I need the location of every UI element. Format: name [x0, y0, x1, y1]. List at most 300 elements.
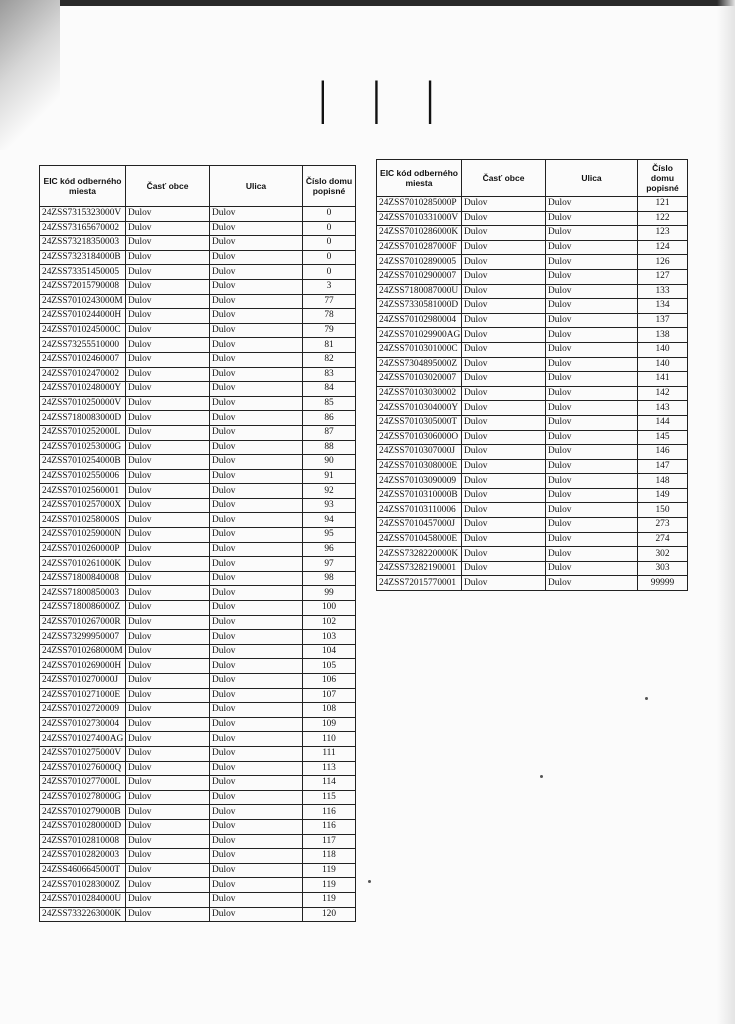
cell-number: 98: [303, 571, 356, 586]
table-row: [377, 561, 688, 576]
cell-part: Dulov: [126, 746, 210, 761]
cell-street: Dulov: [210, 644, 303, 659]
cell-street: Dulov: [210, 207, 303, 222]
cell-number: 146: [638, 445, 688, 460]
table-row: [40, 265, 356, 280]
table-header-row: [377, 160, 688, 197]
table-row: [40, 630, 356, 645]
table-row: [40, 542, 356, 557]
table-row: [377, 488, 688, 503]
cell-number: 94: [303, 513, 356, 528]
cell-street: Dulov: [210, 382, 303, 397]
cell-street: Dulov: [210, 907, 303, 922]
scan-speck: [645, 697, 648, 700]
cell-street: Dulov: [210, 323, 303, 338]
cell-part: Dulov: [462, 328, 546, 343]
table-row: [40, 557, 356, 572]
cell-eic: 24ZSS70102560001: [40, 484, 126, 499]
cell-number: 0: [303, 207, 356, 222]
cell-part: Dulov: [126, 221, 210, 236]
scan-top-edge: [0, 0, 735, 6]
table-row: [40, 849, 356, 864]
cell-eic: 24ZSS73218350003: [40, 236, 126, 251]
cell-part: Dulov: [126, 586, 210, 601]
cell-part: Dulov: [126, 630, 210, 645]
cell-number: 119: [303, 863, 356, 878]
table-row: [40, 732, 356, 747]
cell-street: Dulov: [210, 878, 303, 893]
cell-eic: 24ZSS73255510000: [40, 338, 126, 353]
table-row: [40, 746, 356, 761]
cell-part: Dulov: [462, 299, 546, 314]
cell-eic: 24ZSS70102980004: [377, 313, 462, 328]
left-table-body: [40, 207, 356, 922]
cell-street: Dulov: [210, 236, 303, 251]
cell-street: Dulov: [210, 834, 303, 849]
table-row: [377, 459, 688, 474]
cell-eic: 24ZSS70102900007: [377, 269, 462, 284]
cell-part: Dulov: [126, 265, 210, 280]
cell-eic: 24ZSS7010261000K: [40, 557, 126, 572]
cell-eic: 24ZSS70103030002: [377, 386, 462, 401]
cell-part: Dulov: [126, 892, 210, 907]
cell-eic: 24ZSS7010304000Y: [377, 401, 462, 416]
cell-eic: 24ZSS70102720009: [40, 703, 126, 718]
cell-eic: 24ZSS70102470002: [40, 367, 126, 382]
cell-eic: 24ZSS7010275000V: [40, 746, 126, 761]
table-row: [40, 440, 356, 455]
header-eic: EIC kód odberného miesta: [377, 160, 462, 197]
scan-corner-shadow: [0, 0, 60, 150]
cell-part: Dulov: [462, 255, 546, 270]
cell-street: Dulov: [210, 776, 303, 791]
scan-right-edge: [717, 0, 735, 1024]
cell-street: Dulov: [210, 484, 303, 499]
header-part: Časť obce: [462, 160, 546, 197]
cell-part: Dulov: [126, 207, 210, 222]
cell-number: 138: [638, 328, 688, 343]
cell-eic: 24ZSS7010331000V: [377, 211, 462, 226]
table-row: [40, 425, 356, 440]
right-table: [376, 159, 688, 591]
cell-eic: 24ZSS7010310000B: [377, 488, 462, 503]
table-row: [377, 357, 688, 372]
cell-street: Dulov: [546, 197, 638, 212]
cell-part: Dulov: [462, 240, 546, 255]
table-row: [40, 498, 356, 513]
cell-eic: 24ZSS7010259000N: [40, 528, 126, 543]
table-row: [40, 761, 356, 776]
cell-number: 124: [638, 240, 688, 255]
table-row: [377, 532, 688, 547]
cell-street: Dulov: [546, 518, 638, 533]
cell-part: Dulov: [462, 576, 546, 591]
header-street: Ulica: [546, 160, 638, 197]
cell-street: Dulov: [210, 557, 303, 572]
cell-eic: 24ZSS7010306000O: [377, 430, 462, 445]
cell-eic: 24ZSS7010250000V: [40, 396, 126, 411]
table-row: [40, 323, 356, 338]
cell-street: Dulov: [210, 805, 303, 820]
cell-number: 143: [638, 401, 688, 416]
table-row: [40, 528, 356, 543]
cell-part: Dulov: [126, 279, 210, 294]
cell-part: Dulov: [126, 790, 210, 805]
cell-street: Dulov: [210, 601, 303, 616]
cell-number: 96: [303, 542, 356, 557]
table-row: [377, 328, 688, 343]
table-row: [377, 386, 688, 401]
cell-part: Dulov: [126, 469, 210, 484]
cell-eic: 24ZSS7010458000E: [377, 532, 462, 547]
table-row: [40, 644, 356, 659]
cell-eic: 24ZSS7010307000J: [377, 445, 462, 460]
cell-eic: 24ZSS70102890005: [377, 255, 462, 270]
cell-eic: 24ZSS7010280000D: [40, 819, 126, 834]
cell-street: Dulov: [546, 488, 638, 503]
table-row: [40, 207, 356, 222]
cell-street: Dulov: [210, 221, 303, 236]
cell-part: Dulov: [126, 878, 210, 893]
cell-number: 83: [303, 367, 356, 382]
cell-eic: 24ZSS7010253000G: [40, 440, 126, 455]
cell-part: Dulov: [126, 703, 210, 718]
cell-number: 0: [303, 250, 356, 265]
cell-number: 99: [303, 586, 356, 601]
cell-number: 133: [638, 284, 688, 299]
cell-street: Dulov: [210, 498, 303, 513]
cell-number: 105: [303, 659, 356, 674]
cell-street: Dulov: [546, 576, 638, 591]
cell-eic: 24ZSS70103020007: [377, 372, 462, 387]
table-row: [377, 518, 688, 533]
cell-number: 141: [638, 372, 688, 387]
cell-part: Dulov: [126, 776, 210, 791]
cell-number: 100: [303, 601, 356, 616]
cell-part: Dulov: [462, 518, 546, 533]
cell-street: Dulov: [210, 630, 303, 645]
cell-part: Dulov: [126, 323, 210, 338]
cell-part: Dulov: [462, 269, 546, 284]
cell-part: Dulov: [126, 294, 210, 309]
cell-number: 99999: [638, 576, 688, 591]
cell-number: 148: [638, 474, 688, 489]
cell-eic: 24ZSS7010284000U: [40, 892, 126, 907]
cell-number: 113: [303, 761, 356, 776]
cell-eic: 24ZSS70103110006: [377, 503, 462, 518]
cell-part: Dulov: [462, 401, 546, 416]
cell-number: 0: [303, 236, 356, 251]
cell-street: Dulov: [210, 294, 303, 309]
cell-part: Dulov: [126, 834, 210, 849]
cell-number: 87: [303, 425, 356, 440]
cell-part: Dulov: [126, 382, 210, 397]
cell-part: Dulov: [462, 226, 546, 241]
cell-part: Dulov: [462, 415, 546, 430]
cell-eic: 24ZSS70102730004: [40, 717, 126, 732]
cell-number: 117: [303, 834, 356, 849]
cell-number: 92: [303, 484, 356, 499]
cell-part: Dulov: [462, 284, 546, 299]
cell-part: Dulov: [462, 459, 546, 474]
cell-number: 144: [638, 415, 688, 430]
table-row: [377, 269, 688, 284]
cell-street: Dulov: [210, 513, 303, 528]
cell-part: Dulov: [126, 761, 210, 776]
cell-number: 149: [638, 488, 688, 503]
cell-eic: 24ZSS7010283000Z: [40, 878, 126, 893]
table-row: [40, 892, 356, 907]
cell-part: Dulov: [126, 309, 210, 324]
cell-street: Dulov: [546, 401, 638, 416]
cell-street: Dulov: [546, 313, 638, 328]
cell-eic: 24ZSS7010267000R: [40, 615, 126, 630]
cell-eic: 24ZSS7180086000Z: [40, 601, 126, 616]
cell-eic: 24ZSS73299950007: [40, 630, 126, 645]
cell-number: 127: [638, 269, 688, 284]
cell-street: Dulov: [546, 299, 638, 314]
cell-number: 77: [303, 294, 356, 309]
cell-eic: 24ZSS7315323000V: [40, 207, 126, 222]
cell-part: Dulov: [126, 352, 210, 367]
cell-number: 102: [303, 615, 356, 630]
cell-street: Dulov: [210, 674, 303, 689]
left-table: [39, 165, 356, 922]
cell-street: Dulov: [546, 503, 638, 518]
table-row: [40, 513, 356, 528]
cell-part: Dulov: [126, 601, 210, 616]
table-row: [40, 776, 356, 791]
table-row: [40, 221, 356, 236]
cell-number: 86: [303, 411, 356, 426]
cell-street: Dulov: [210, 367, 303, 382]
cell-street: Dulov: [210, 528, 303, 543]
cell-eic: 24ZSS7180087000U: [377, 284, 462, 299]
cell-eic: 24ZSS7010245000C: [40, 323, 126, 338]
cell-eic: 24ZSS7010243000M: [40, 294, 126, 309]
cell-part: Dulov: [462, 488, 546, 503]
cell-street: Dulov: [546, 474, 638, 489]
table-row: [377, 401, 688, 416]
table-row: [40, 367, 356, 382]
cell-part: Dulov: [126, 250, 210, 265]
cell-eic: 24ZSS4606645000T: [40, 863, 126, 878]
cell-street: Dulov: [210, 819, 303, 834]
cell-number: 142: [638, 386, 688, 401]
table-row: [40, 411, 356, 426]
cell-part: Dulov: [126, 236, 210, 251]
cell-eic: 24ZSS7010260000P: [40, 542, 126, 557]
cell-part: Dulov: [126, 819, 210, 834]
cell-number: 0: [303, 221, 356, 236]
cell-eic: 24ZSS7010457000J: [377, 518, 462, 533]
table-row: [377, 372, 688, 387]
cell-part: Dulov: [126, 805, 210, 820]
cell-street: Dulov: [210, 455, 303, 470]
cell-part: Dulov: [126, 498, 210, 513]
table-row: [40, 484, 356, 499]
cell-street: Dulov: [546, 445, 638, 460]
cell-part: Dulov: [462, 313, 546, 328]
cell-number: 110: [303, 732, 356, 747]
cell-part: Dulov: [126, 688, 210, 703]
cell-eic: 24ZSS71800850003: [40, 586, 126, 601]
table-row: [40, 294, 356, 309]
cell-eic: 24ZSS7010271000E: [40, 688, 126, 703]
cell-street: Dulov: [210, 440, 303, 455]
cell-eic: 24ZSS73282190001: [377, 561, 462, 576]
cell-street: Dulov: [546, 342, 638, 357]
table-header-row: [40, 166, 356, 207]
cell-eic: 24ZSS7010252000L: [40, 425, 126, 440]
table-row: [40, 659, 356, 674]
table-row: [40, 586, 356, 601]
cell-number: 3: [303, 279, 356, 294]
cell-part: Dulov: [126, 484, 210, 499]
cell-eic: 24ZSS70102820003: [40, 849, 126, 864]
cell-street: Dulov: [546, 386, 638, 401]
table-row: [40, 688, 356, 703]
table-row: [377, 474, 688, 489]
table-row: [40, 790, 356, 805]
cell-street: Dulov: [210, 586, 303, 601]
cell-street: Dulov: [210, 849, 303, 864]
cell-part: Dulov: [126, 615, 210, 630]
cell-number: 119: [303, 878, 356, 893]
cell-eic: 24ZSS70103090009: [377, 474, 462, 489]
cell-part: Dulov: [126, 674, 210, 689]
cell-part: Dulov: [126, 571, 210, 586]
header-number: Číslo domu popisné: [303, 166, 356, 207]
cell-number: 137: [638, 313, 688, 328]
cell-street: Dulov: [546, 328, 638, 343]
table-row: [40, 338, 356, 353]
cell-eic: 24ZSS73351450005: [40, 265, 126, 280]
cell-street: Dulov: [546, 415, 638, 430]
cell-part: Dulov: [126, 440, 210, 455]
cell-street: Dulov: [210, 863, 303, 878]
cell-street: Dulov: [210, 717, 303, 732]
cell-part: Dulov: [126, 513, 210, 528]
cell-eic: 24ZSS71800840008: [40, 571, 126, 586]
table-row: [40, 309, 356, 324]
cell-street: Dulov: [210, 411, 303, 426]
cell-number: 150: [638, 503, 688, 518]
cell-eic: 24ZSS7323184000B: [40, 250, 126, 265]
cell-part: Dulov: [462, 532, 546, 547]
table-row: [377, 576, 688, 591]
header-street: Ulica: [210, 166, 303, 207]
cell-part: Dulov: [126, 542, 210, 557]
cell-eic: 24ZSS70102460007: [40, 352, 126, 367]
cell-street: Dulov: [210, 250, 303, 265]
cell-street: Dulov: [546, 561, 638, 576]
cell-street: Dulov: [210, 732, 303, 747]
table-row: [40, 382, 356, 397]
table-row: [377, 299, 688, 314]
cell-street: Dulov: [210, 688, 303, 703]
cell-eic: 24ZSS7010254000B: [40, 455, 126, 470]
table-row: [40, 805, 356, 820]
cell-number: 147: [638, 459, 688, 474]
cell-part: Dulov: [126, 455, 210, 470]
table-row: [377, 430, 688, 445]
cell-eic: 24ZSS72015790008: [40, 279, 126, 294]
table-row: [377, 503, 688, 518]
table-row: [40, 455, 356, 470]
cell-street: Dulov: [210, 469, 303, 484]
table-row: [377, 226, 688, 241]
cell-number: 103: [303, 630, 356, 645]
table-row: [377, 255, 688, 270]
cell-street: Dulov: [210, 703, 303, 718]
cell-number: 274: [638, 532, 688, 547]
header-eic: EIC kód odberného miesta: [40, 166, 126, 207]
cell-number: 85: [303, 396, 356, 411]
cell-street: Dulov: [546, 372, 638, 387]
table-row: [40, 469, 356, 484]
cell-part: Dulov: [126, 338, 210, 353]
cell-part: Dulov: [126, 849, 210, 864]
cell-number: 107: [303, 688, 356, 703]
cell-number: 82: [303, 352, 356, 367]
table-row: [40, 279, 356, 294]
table-row: [377, 284, 688, 299]
cell-part: Dulov: [126, 396, 210, 411]
cell-number: 118: [303, 849, 356, 864]
cell-part: Dulov: [126, 425, 210, 440]
table-row: [40, 907, 356, 922]
cell-part: Dulov: [126, 644, 210, 659]
cell-eic: 24ZSS7010277000L: [40, 776, 126, 791]
table-row: [40, 717, 356, 732]
cell-eic: 24ZSS7010268000M: [40, 644, 126, 659]
cell-number: 123: [638, 226, 688, 241]
cell-eic: 24ZSS7010257000X: [40, 498, 126, 513]
cell-number: 116: [303, 805, 356, 820]
cell-number: 95: [303, 528, 356, 543]
table-row: [377, 197, 688, 212]
cell-eic: 24ZSS7010244000H: [40, 309, 126, 324]
cell-part: Dulov: [462, 430, 546, 445]
cell-eic: 24ZSS70102810008: [40, 834, 126, 849]
cell-eic: 24ZSS7010287000F: [377, 240, 462, 255]
cell-eic: 24ZSS7332263000K: [40, 907, 126, 922]
cell-eic: 24ZSS7328220000K: [377, 547, 462, 562]
table-row: [40, 250, 356, 265]
header-mark: | | |: [318, 72, 451, 125]
cell-number: 111: [303, 746, 356, 761]
cell-street: Dulov: [546, 459, 638, 474]
cell-part: Dulov: [126, 367, 210, 382]
cell-eic: 24ZSS7010270000J: [40, 674, 126, 689]
cell-part: Dulov: [462, 372, 546, 387]
cell-number: 140: [638, 357, 688, 372]
cell-street: Dulov: [210, 790, 303, 805]
cell-eic: 24ZSS72015770001: [377, 576, 462, 591]
cell-eic: 24ZSS7010301000C: [377, 342, 462, 357]
table-row: [377, 342, 688, 357]
table-row: [40, 674, 356, 689]
cell-street: Dulov: [210, 309, 303, 324]
cell-eic: 24ZSS7010305000T: [377, 415, 462, 430]
cell-part: Dulov: [126, 659, 210, 674]
table-row: [40, 834, 356, 849]
cell-number: 120: [303, 907, 356, 922]
cell-street: Dulov: [546, 284, 638, 299]
cell-street: Dulov: [546, 532, 638, 547]
table-row: [40, 703, 356, 718]
